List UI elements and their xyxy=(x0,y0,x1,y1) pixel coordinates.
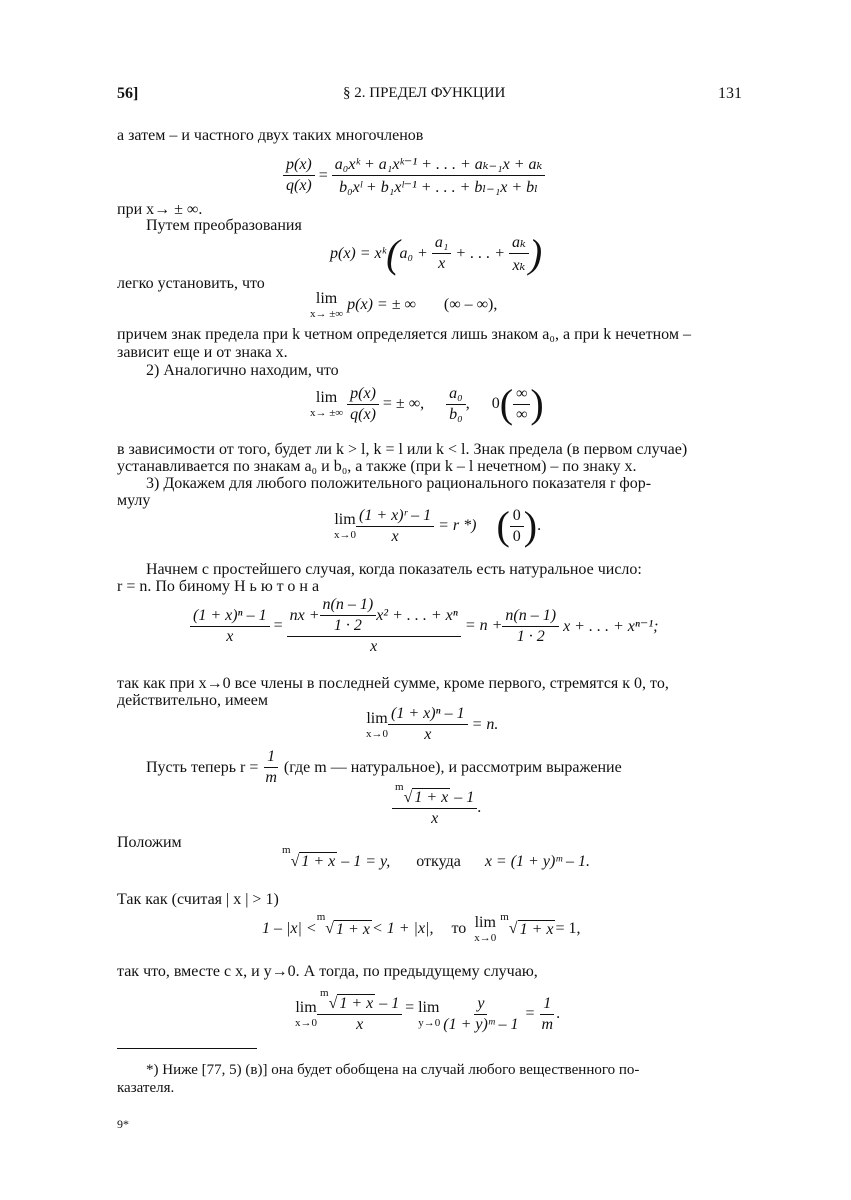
lim-subscript: x→0 xyxy=(366,727,388,740)
paragraph-text: устанавливается по знакам a₀ и b₀, а также (при k – l нечетном) – по знаку x. xyxy=(117,458,637,475)
paragraph-text: действительно, имеем xyxy=(117,692,268,709)
formula-binomial-expansion: $\frac{\text{(1 + x)ⁿ – 1}}{x}$ = nx + $\frac{n(n - 1)}{1 \cdot 2}$ x² + . . . + xⁿ x = n + $\frac{n(n - 1)}{1 \cdot 2}$ x + . . . + xⁿ⁻¹; xyxy=(190,596,658,656)
root-index: m xyxy=(316,911,326,923)
page-number: 131 xyxy=(718,85,742,102)
signature-mark: 9* xyxy=(117,1117,129,1131)
lim-label: = lim xyxy=(405,999,440,1016)
footnote-text: казателя. xyxy=(117,1080,175,1096)
formula-part: p(x) xyxy=(283,156,315,176)
formula-part: 1 xyxy=(540,995,554,1015)
formula-part: y xyxy=(474,995,487,1015)
formula-part: 1 · 2 xyxy=(516,627,545,645)
formula-part: ∞ xyxy=(516,405,528,423)
paragraph-text: Так как (считая | x | > 1) xyxy=(117,891,279,908)
formula-part: 1 – |x| < xyxy=(262,920,317,937)
radicand: 1 + x xyxy=(336,920,370,938)
formula-part: m xyxy=(265,769,277,786)
paragraph-with-fraction xyxy=(146,748,622,787)
formula-part: (1 + x)ⁿ – 1 xyxy=(190,607,270,627)
paragraph-text: 2) Аналогично находим, что xyxy=(146,362,339,379)
formula-part: – 1 = y, xyxy=(341,852,391,870)
formula-polynomial-quotient: $\frac{p(x)}{q(x)}$ = $\frac{\text{a₀xᵏ + a₁xᵏ⁻¹ + . . . + aₖ₋₁x + aₖ}}{\text{b₀xˡ + b₁xˡ⁻¹ + . . . + bₗ₋₁x + bₗ}}$ xyxy=(283,154,545,197)
formula-part: x xyxy=(431,810,439,827)
formula-part: p(x) xyxy=(347,385,379,405)
formula-part: n(n – 1) xyxy=(320,596,377,616)
formula-part: (1 + x)ʳ – 1 xyxy=(356,507,434,527)
formula-transformation: p(x) = xᵏ ( a₀ + $\frac{\text{a₁}}{x}$ + . . . + $\frac{\text{aₖ}}{\text{xₖ}}$ ) xyxy=(330,230,543,276)
formula-limit-polynomial xyxy=(310,290,497,320)
formula-final-limit: lim x→0 m √ 1 + x – 1 x = lim y→0 $\frac{y}{\text{(1 + y)ᵐ – 1}}$ = $\frac{1}{m}$ . xyxy=(295,987,561,1033)
section-reference: 56] xyxy=(117,85,139,102)
formula-limit-ratio: lim x→ ±∞ $\frac{p(x)}{q(x)}$ = ± ∞, $\frac{\text{a₀}}{\text{b₀}}$ , 0 ( $\frac{\infty}{\infty}$ ) xyxy=(310,381,544,426)
formula-part: = 1, xyxy=(555,920,581,937)
lim-subscript: x→0 xyxy=(295,1017,317,1029)
lim-label: lim xyxy=(366,709,388,727)
formula-part: 1 · 2 xyxy=(333,617,362,634)
paragraph-text-part: Пусть теперь r = xyxy=(146,758,259,776)
formula-part: = n. xyxy=(471,715,499,733)
formula-part: 0 xyxy=(512,527,521,545)
formula-root-expression: m √ 1 + x – 1 x . xyxy=(392,788,481,828)
radicand: 1 + x xyxy=(301,853,336,870)
paragraph-text: так что, вместе с x, и y→0. А тогда, по предыдущему случаю, xyxy=(117,963,538,980)
formula-part: n(n – 1) xyxy=(502,607,559,627)
radicand: 1 + x xyxy=(519,920,554,938)
formula-part: 0 xyxy=(491,395,500,412)
formula-part: m xyxy=(541,1015,554,1033)
paragraph-text: 3) Докажем для любого положительного рационального показателя r фор- xyxy=(146,475,652,492)
paragraph-text: так как при x→0 все члены в последней сумме, кроме первого, стремятся к 0, то, xyxy=(117,675,669,692)
formula-part: x + . . . + xⁿ⁻¹; xyxy=(563,618,659,635)
lim-label: lim xyxy=(315,290,338,307)
formula-numerator: m √ 1 + x – 1 xyxy=(317,994,402,1015)
paragraph-text: Начнем с простейшего случая, когда показатель есть натуральное число: xyxy=(146,561,642,578)
formula-part: p(x) = xᵏ xyxy=(330,244,387,262)
formula-part: b₀ xyxy=(449,405,463,423)
formula-part: x xyxy=(424,726,432,743)
formula-part: a₁ xyxy=(432,234,452,254)
formula-part: aₖ xyxy=(509,232,529,254)
paragraph-text: Путем преобразования xyxy=(146,217,302,234)
lim-subscript: y→0 xyxy=(418,1017,441,1029)
formula-part: = r *) xyxy=(438,517,477,534)
formula-part: x² + . . . + xⁿ xyxy=(376,606,458,624)
formula-part: a₀ + xyxy=(399,244,428,262)
formula-part: (1 + x)ⁿ – 1 xyxy=(388,705,468,725)
formula-part: + . . . + xyxy=(455,244,505,262)
formula-part: < 1 + |x|, xyxy=(371,920,434,937)
root-index: m xyxy=(395,781,404,793)
paragraph-text: Положим xyxy=(117,834,182,851)
root-index: m xyxy=(500,911,509,923)
lim-label: lim xyxy=(334,511,356,528)
lim-subscript: x→ ±∞ xyxy=(310,407,344,419)
formula-part: xₖ xyxy=(512,257,526,274)
lim-subscript: x→ ±∞ xyxy=(310,308,344,320)
paragraph-text xyxy=(117,577,323,596)
formula-part: (1 + y)ᵐ – 1 xyxy=(443,1015,519,1033)
footnote-divider xyxy=(117,1048,257,1049)
formula-part: p(x) = ± ∞ xyxy=(347,296,416,313)
paragraph-text: в зависимости от того, будет ли k > l, k = l или k < l. Знак предела (в первом случае) xyxy=(117,441,688,458)
formula-part: x xyxy=(438,255,446,272)
formula-word: то xyxy=(451,920,467,937)
formula-part: = n + xyxy=(464,617,503,634)
formula-part: x xyxy=(370,638,378,655)
root-index: m xyxy=(320,987,329,999)
formula-numerator: m √ 1 + x – 1 xyxy=(392,788,477,809)
formula-part: a₀ xyxy=(446,385,466,405)
footnote-text: *) Ниже [77, 5) (в)] она будет обобщена на случай любого вещественного по- xyxy=(146,1062,640,1078)
lim-label: lim xyxy=(474,914,496,931)
paragraph-text-part: r = n. По биному xyxy=(117,578,230,595)
paragraph-text: мулу xyxy=(117,492,151,509)
formula-part: x xyxy=(391,527,399,545)
formula-substitution: m √ 1 + x – 1 = y, откуда x = (1 + y)ᵐ – 1. xyxy=(282,843,590,870)
paragraph-text: а затем – и частного двух таких многочленов xyxy=(117,127,424,144)
formula-part: nx + xyxy=(289,606,320,624)
radicand: 1 + x xyxy=(414,789,449,806)
paragraph-text-part: (где m — натуральное), и рассмотрим выражение xyxy=(283,758,622,776)
formula-part: – 1 xyxy=(454,789,475,806)
formula-rational-limit: lim x→0 $\frac{\text{(1 + x)ʳ – 1}}{x}$ = r *) ( $\frac{0}{0}$ ) . xyxy=(334,503,542,548)
radicand: 1 + x xyxy=(339,995,374,1012)
paragraph-text: при x→ ± ∞. xyxy=(117,201,203,218)
formula-part: q(x) xyxy=(286,177,312,194)
spaced-name: Ньютона xyxy=(234,578,324,595)
formula-part: 0 xyxy=(510,507,524,527)
lim-label: lim xyxy=(315,389,338,406)
formula-part: – 1 xyxy=(379,995,400,1012)
formula-part: b₀xˡ + b₁xˡ⁻¹ + . . . + bₗ₋₁x + bₗ xyxy=(339,179,539,196)
lim-subscript: x→0 xyxy=(474,932,497,944)
formula-natural-limit xyxy=(366,705,498,744)
formula-numerator xyxy=(287,596,461,637)
formula-part: q(x) xyxy=(350,405,376,423)
paragraph-text: зависит еще и от знака x. xyxy=(117,344,288,361)
root-index: m xyxy=(282,843,291,856)
formula-part: 1 xyxy=(264,748,278,768)
formula-part: = ± ∞, xyxy=(382,395,425,412)
formula-word: откуда xyxy=(416,852,461,870)
formula-part: a₀xᵏ + a₁xᵏ⁻¹ + . . . + aₖ₋₁x + aₖ xyxy=(332,154,546,176)
formula-part: ∞ xyxy=(513,385,530,405)
paragraph-text: причем знак предела при k четном определяется лишь знаком a₀, а при k нечетном – xyxy=(117,326,691,343)
formula-part: (∞ – ∞), xyxy=(443,296,498,313)
lim-subscript: x→0 xyxy=(334,529,356,541)
formula-part: x xyxy=(356,1016,364,1033)
formula-root-bounds: 1 – |x| < m √ 1 + x < 1 + |x|, то lim x→0 m √ 1 + x = 1, xyxy=(262,911,581,944)
lim-label: lim xyxy=(295,999,317,1016)
paragraph-text: легко установить, что xyxy=(117,275,265,292)
running-title: § 2. ПРЕДЕЛ ФУНКЦИИ xyxy=(343,85,506,101)
formula-part: x = (1 + y)ᵐ – 1. xyxy=(484,852,590,870)
formula-part: x xyxy=(226,627,234,645)
